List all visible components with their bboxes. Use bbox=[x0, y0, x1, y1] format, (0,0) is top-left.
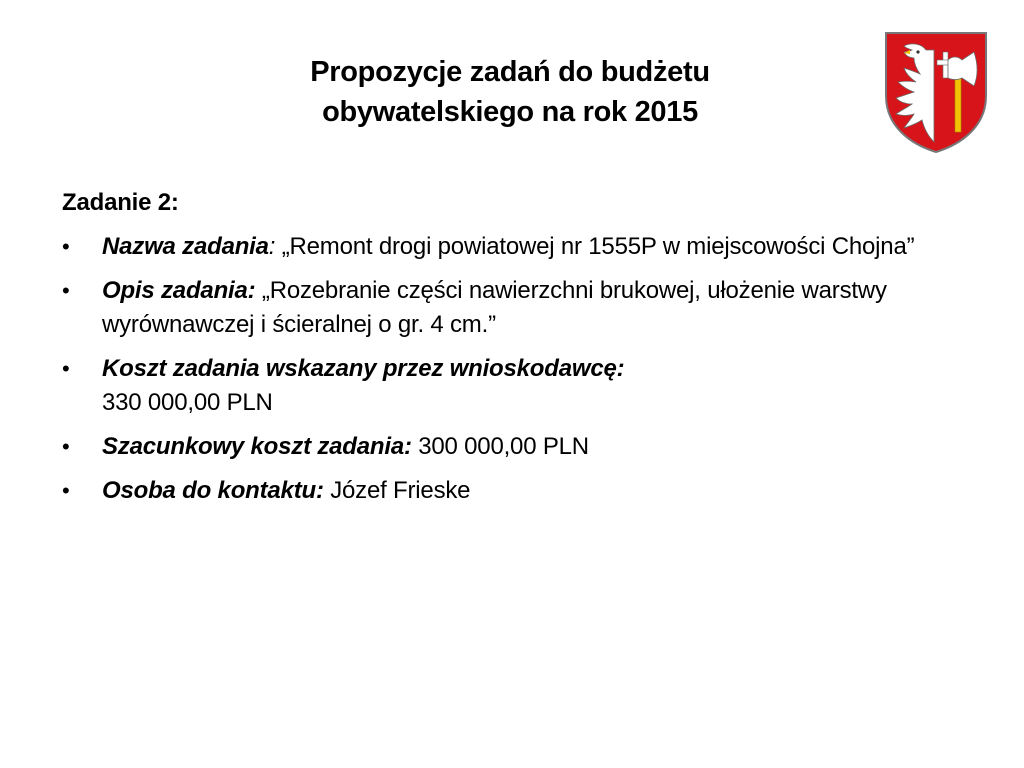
task-details-list bbox=[62, 230, 962, 508]
bullet: • bbox=[62, 356, 70, 381]
coat-of-arms-icon bbox=[882, 30, 990, 154]
list-item-estimated-cost bbox=[62, 430, 962, 464]
item-label-colon: : bbox=[268, 233, 276, 260]
task-heading: Zadanie 2: bbox=[62, 189, 179, 216]
item-label: Nazwa zadania bbox=[102, 233, 269, 260]
list-item-task-name bbox=[62, 230, 962, 264]
bullet: • bbox=[62, 434, 70, 459]
item-label: Koszt zadania wskazany przez wnioskodawcę: bbox=[102, 355, 625, 382]
item-label: Szacunkowy koszt zadania: bbox=[102, 433, 412, 460]
item-label: Opis zadania: bbox=[102, 277, 256, 304]
list-item-task-description bbox=[62, 274, 962, 342]
list-item-contact-person bbox=[62, 474, 962, 508]
page-title bbox=[190, 52, 830, 132]
title-line-1: Propozycje zadań do budżetu bbox=[310, 56, 710, 88]
bullet: • bbox=[62, 478, 70, 503]
item-value: Józef Frieske bbox=[323, 477, 471, 504]
item-value: 330 000,00 PLN bbox=[102, 389, 273, 416]
item-value: „Remont drogi powiatowej nr 1555P w miejscowości Chojna” bbox=[275, 233, 915, 260]
list-item-proposed-cost bbox=[62, 352, 962, 420]
bullet: • bbox=[62, 278, 70, 303]
task-content bbox=[62, 186, 962, 518]
title-line-2: obywatelskiego na rok 2015 bbox=[322, 96, 698, 128]
item-value: „Rozebranie części nawierzchni brukowej, ułożenie warstwy wyrównawczej i ścieralnej o gr. 4 cm.” bbox=[102, 277, 887, 338]
item-value: 300 000,00 PLN bbox=[411, 433, 589, 460]
bullet: • bbox=[62, 234, 70, 259]
item-label: Osoba do kontaktu: bbox=[102, 477, 324, 504]
